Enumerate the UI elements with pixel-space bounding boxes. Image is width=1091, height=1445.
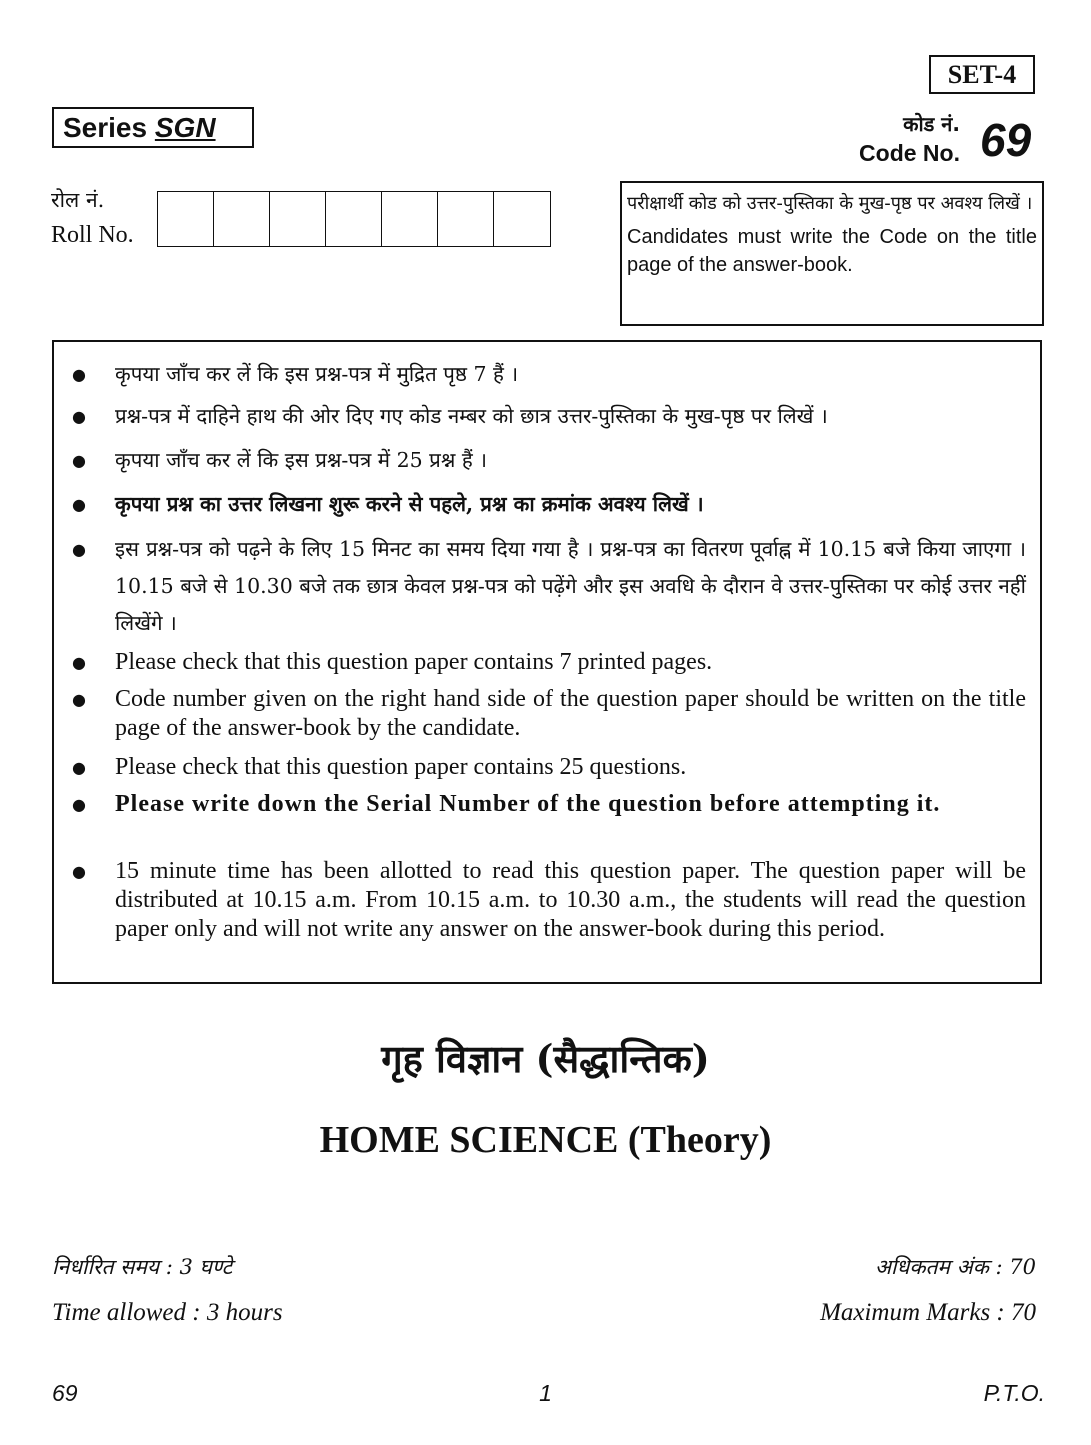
- roll-label-hindi: रोल नं.: [51, 188, 105, 212]
- instruction-item: ● Please write down the Serial Number of the question before attempting it.: [72, 791, 941, 817]
- code-number: 69: [980, 114, 1032, 166]
- note-english: Candidates must write the Code on the title page of the answer-book.: [627, 226, 1037, 276]
- footer-code: 69: [52, 1380, 78, 1406]
- roll-digit-box[interactable]: [214, 192, 270, 246]
- bullet-icon: ●: [72, 690, 86, 709]
- bullet-icon: ●: [72, 795, 87, 814]
- pto-label: P.T.O.: [983, 1380, 1045, 1406]
- subject-title-hindi: गृह विज्ञान (सैद्धान्तिक): [381, 1036, 710, 1081]
- instruction-item: ● कृपया जाँच कर लें कि इस प्रश्न-पत्र में 25 प्रश्न हैं ।: [115, 442, 1026, 479]
- instruction-item: ● 15 minute time has been allotted to read this question paper. The question paper will be distributed at 10.15 a.m. From 10.15 a.m. to 10.30 a.m., the students will read the question paper only and will not write any answer on the answer-book during this period.: [72, 858, 1026, 942]
- instruction-item: ● Please check that this question paper contains 7 printed pages.: [72, 649, 713, 675]
- roll-digit-box[interactable]: [382, 192, 438, 246]
- bullet-icon: ●: [72, 653, 86, 672]
- roll-label-english: Roll No.: [51, 222, 134, 248]
- code-label-hindi: कोड नं.: [903, 112, 960, 136]
- subject-title-english: HOME SCIENCE (Theory): [319, 1119, 772, 1161]
- instruction-item: ● कृपया प्रश्न का उत्तर लिखना शुरू करने से पहले, प्रश्न का क्रमांक अवश्य लिखें ।: [115, 486, 1026, 523]
- bullet-icon: ●: [72, 365, 86, 384]
- series-label: Series: [63, 112, 148, 143]
- code-label-english: Code No.: [859, 140, 960, 166]
- roll-digit-box[interactable]: [326, 192, 382, 246]
- time-allowed-english: Time allowed : 3 hours: [52, 1299, 283, 1326]
- maximum-marks-english: Maximum Marks : 70: [820, 1299, 1036, 1326]
- bullet-icon: ●: [72, 407, 86, 426]
- instructions-box: [52, 340, 1042, 984]
- series-box: [52, 107, 254, 148]
- bullet-icon: ●: [72, 451, 86, 470]
- roll-number-boxes[interactable]: [157, 191, 551, 247]
- bullet-icon: ●: [72, 862, 86, 881]
- set-label: SET-4: [929, 55, 1035, 94]
- instruction-item: ● Please check that this question paper contains 25 questions.: [72, 754, 687, 780]
- roll-digit-box[interactable]: [438, 192, 494, 246]
- time-allowed-hindi: निर्धारित समय : 3 घण्टे: [52, 1255, 233, 1279]
- instruction-item: ● प्रश्न-पत्र में दाहिने हाथ की ओर दिए गए कोड नम्बर को छात्र उत्तर-पुस्तिका के मुख-पृष्ठ पर लिखें ।: [115, 398, 1026, 435]
- page-number: 1: [539, 1380, 552, 1406]
- bullet-icon: ●: [72, 540, 86, 559]
- candidate-note-box: [620, 181, 1044, 326]
- roll-digit-box[interactable]: [270, 192, 326, 246]
- series-code: SGN: [154, 112, 216, 143]
- instruction-item: ● इस प्रश्न-पत्र को पढ़ने के लिए 15 मिनट का समय दिया गया है । प्रश्न-पत्र का वितरण पूर्वाह्न में 10.15 बजे किया जाएगा । 10.15 बजे से 10.30 बजे तक छात्र केवल प्रश्न-पत्र को पढ़ेंगे और इस अवधि के दौरान वे उत्तर-पुस्तिका पर कोई उत्तर नहीं लिखेंगे ।: [115, 531, 1026, 642]
- bullet-icon: ●: [72, 495, 86, 514]
- note-hindi: परीक्षार्थी कोड को उत्तर-पुस्तिका के मुख-पृष्ठ पर अवश्य लिखें ।: [627, 193, 1033, 214]
- bullet-icon: ●: [72, 758, 86, 777]
- instruction-item: ● Code number given on the right hand side of the question paper should be written on the title page of the answer-book by the candidate.: [72, 686, 1026, 741]
- maximum-marks-hindi: अधिकतम अंक : 70: [874, 1255, 1036, 1279]
- roll-digit-box[interactable]: [494, 192, 550, 246]
- instruction-item: ● कृपया जाँच कर लें कि इस प्रश्न-पत्र में मुद्रित पृष्ठ 7 हैं ।: [115, 356, 1026, 393]
- roll-digit-box[interactable]: [158, 192, 214, 246]
